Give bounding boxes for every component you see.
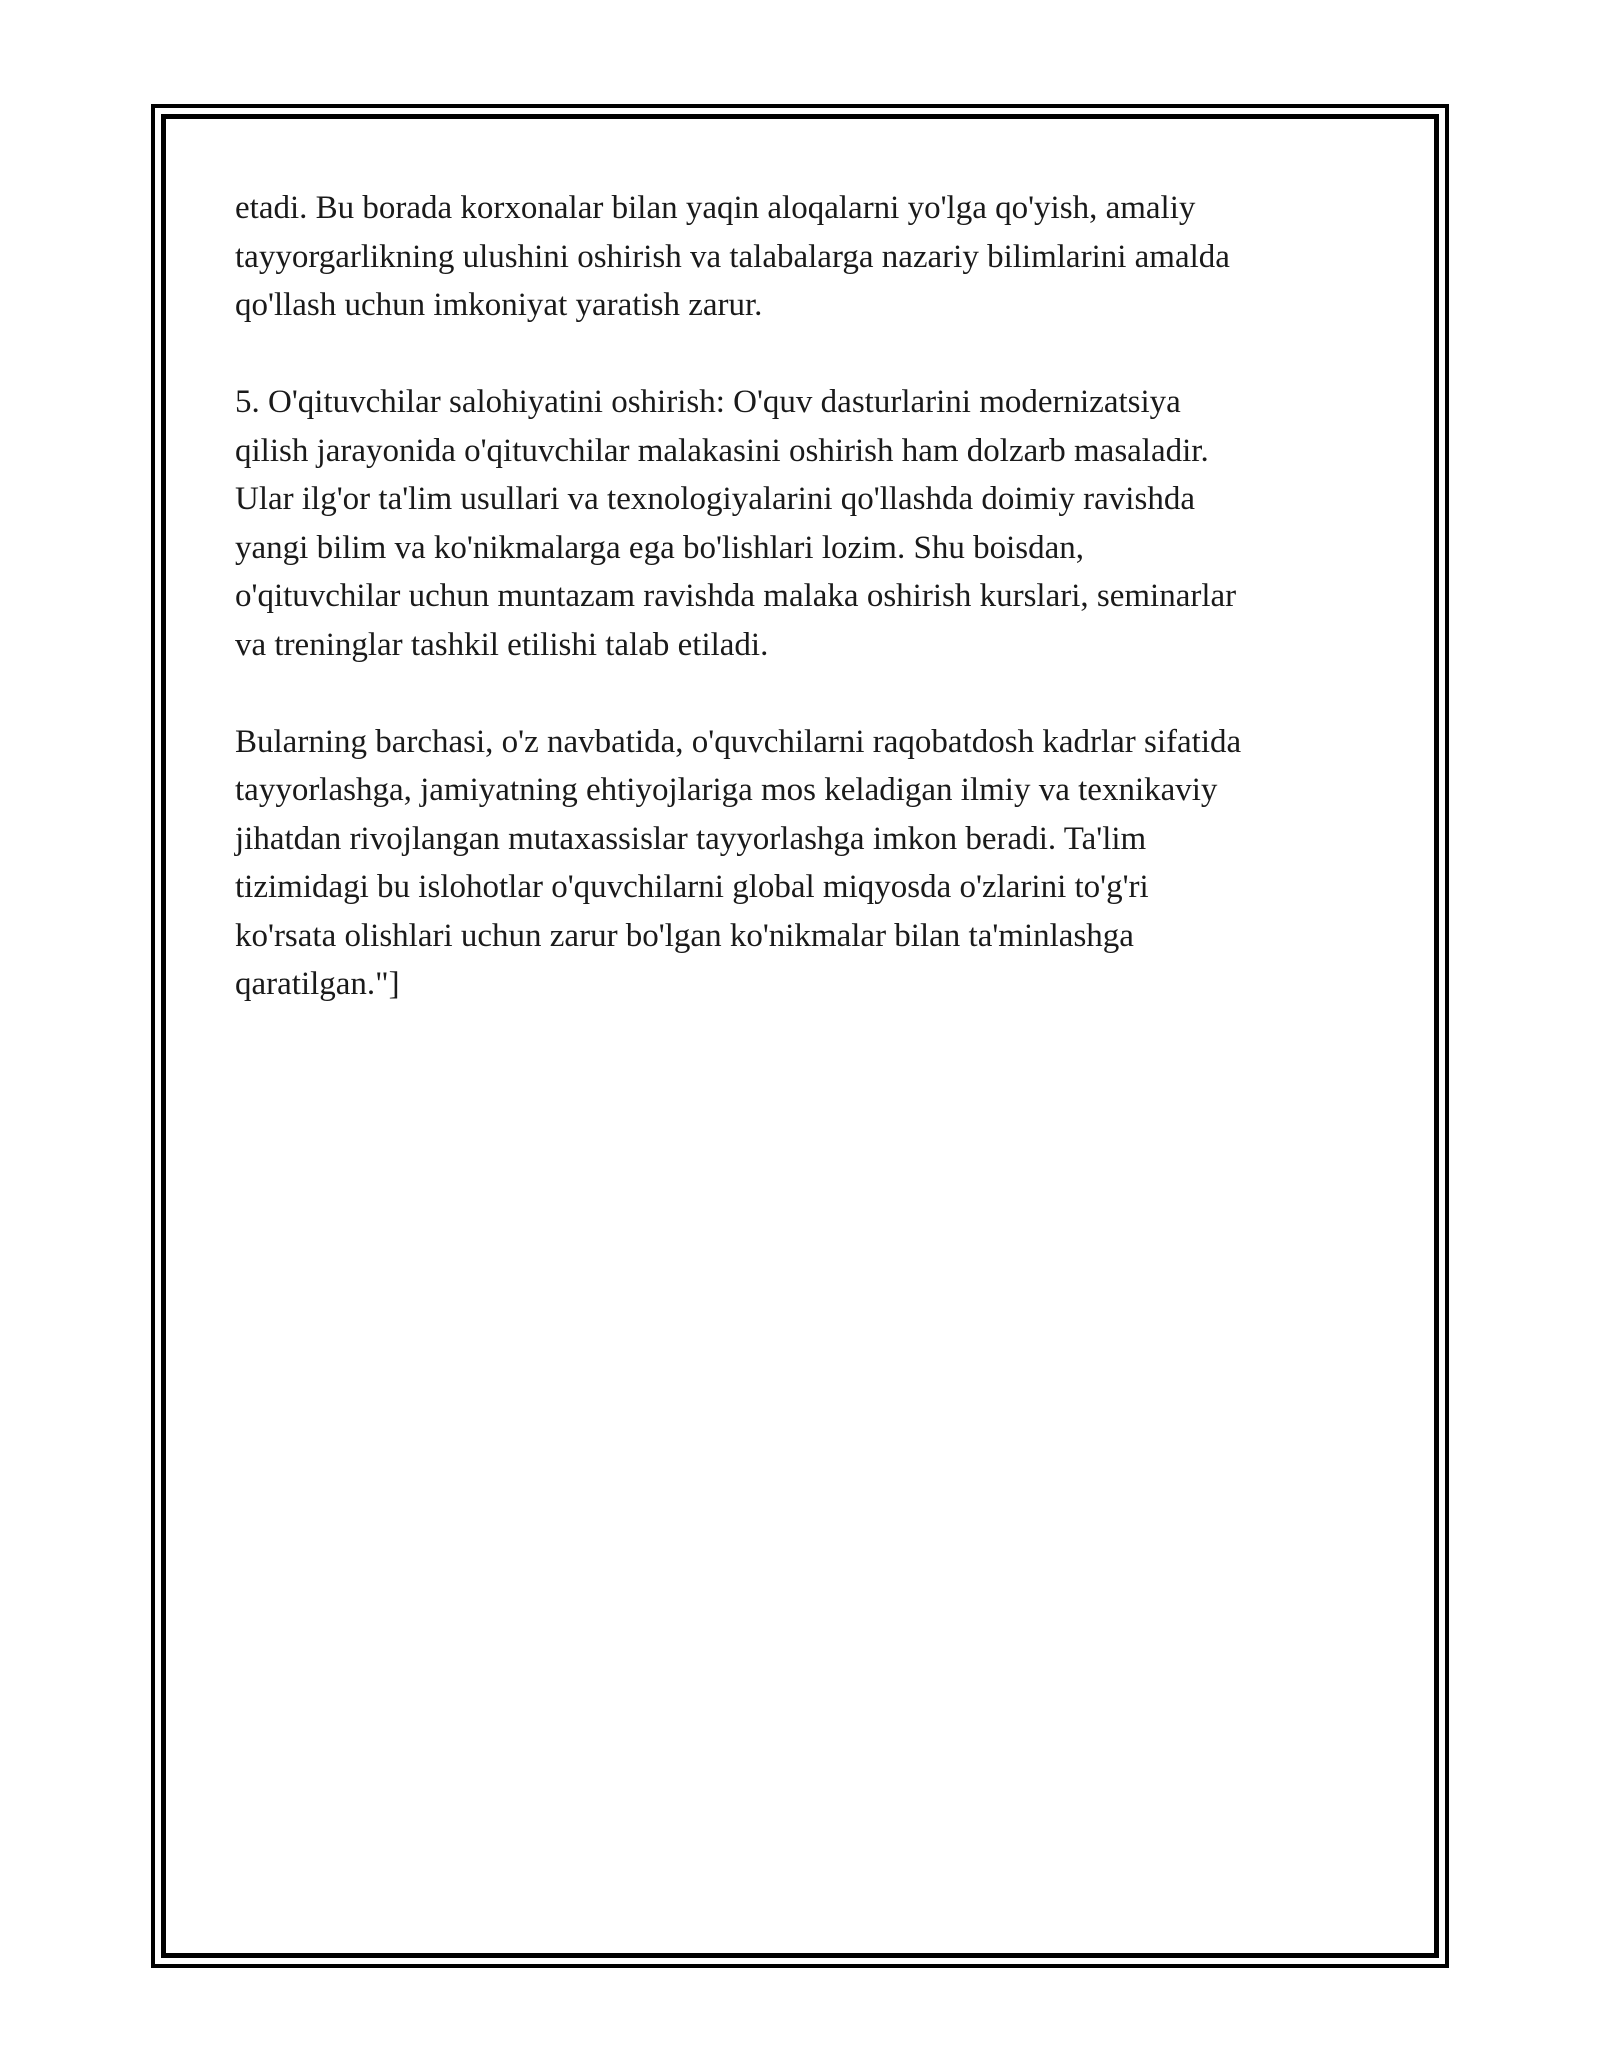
- text-line: o'qituvchilar uchun muntazam ravishda malaka oshirish kurslari, seminarlar: [235, 578, 1237, 614]
- text-line: yangi bilim va ko'nikmalarga ega bo'lishlari lozim. Shu boisdan,: [235, 529, 1084, 566]
- text-line: tizimidagi bu islohotlar o'quvchilarni global miqyosda o'zlarini to'g'ri: [235, 869, 1149, 905]
- text-line: etadi. Bu borada korxonalar bilan yaqin aloqalarni yo'lga qo'yish, amaliy: [235, 190, 1196, 226]
- text-line: Ular ilg'or ta'lim usullari va texnologiyalarini qo'llashda doimiy ravishda: [235, 481, 1195, 517]
- text-line: tayyorgarlikning ulushini oshirish va talabalarga nazariy bilimlarini amalda: [235, 238, 1230, 275]
- text-line: qaratilgan."]: [235, 966, 400, 1002]
- text-line: qilish jarayonida o'qituvchilar malakasini oshirish ham dolzarb masaladir.: [235, 432, 1209, 469]
- text-line: 5. O'qituvchilar salohiyatini oshirish: O'quv dasturlarini modernizatsiya: [235, 384, 1181, 420]
- text-line: qo'llash uchun imkoniyat yaratish zarur.: [235, 287, 763, 323]
- text-line: tayyorlashga, jamiyatning ehtiyojlariga mos keladigan ilmiy va texnikaviy: [235, 772, 1218, 808]
- text-line: va treninglar tashkil etilishi talab etiladi.: [235, 626, 769, 663]
- paragraph-3: [235, 718, 1375, 1009]
- text-line: Bularning barchasi, o'z navbatida, o'quvchilarni raqobatdosh kadrlar sifatida: [235, 723, 1242, 760]
- text-line: jihatdan rivojlangan mutaxassislar tayyorlashga imkon beradi. Ta'lim: [235, 820, 1147, 857]
- text-line: ko'rsata olishlari uchun zarur bo'lgan ko'nikmalar bilan ta'minlashga: [235, 917, 1134, 954]
- document-body: [235, 184, 1375, 1057]
- paragraph-2: [235, 378, 1375, 669]
- paragraph-1: [235, 184, 1375, 330]
